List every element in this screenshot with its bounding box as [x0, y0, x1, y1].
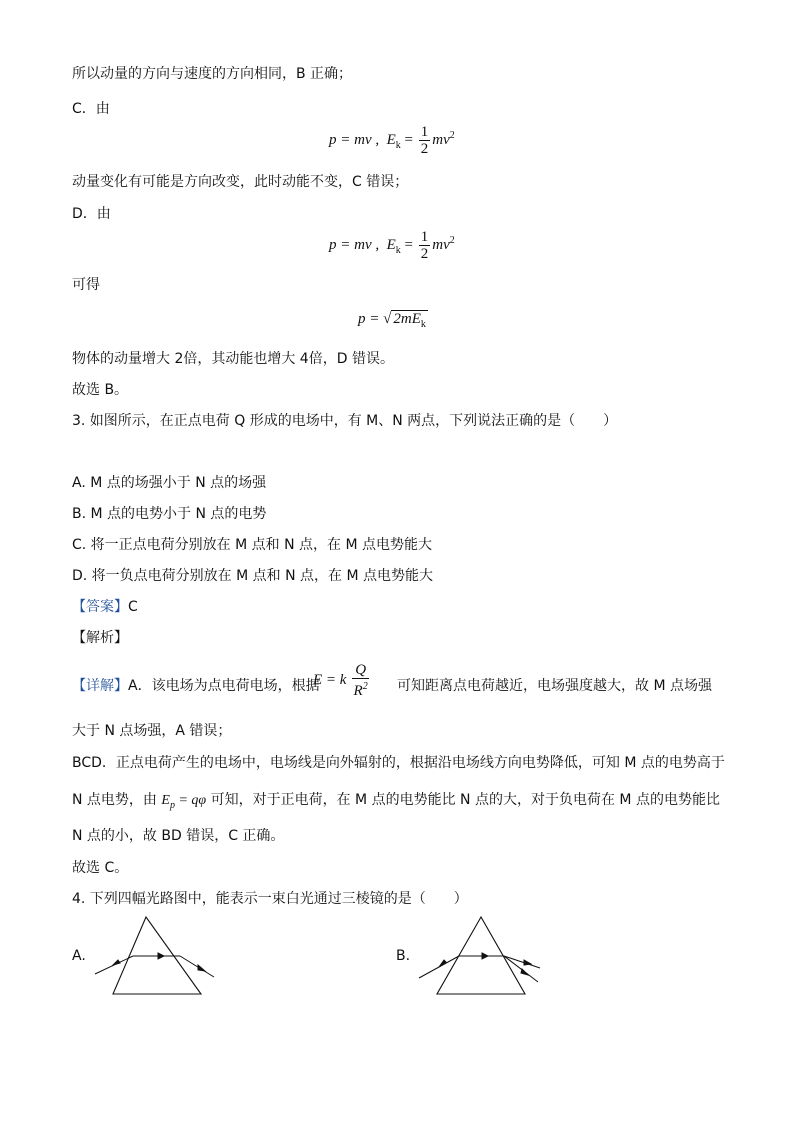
eq-mv: mv [432, 131, 450, 148]
text-line: 可得 [72, 277, 100, 293]
bcd-text-b: 可知，对于正电荷，在 M 点的电势能比 N 点的大，对于负电荷在 M 点的电势能比 [210, 792, 720, 808]
text-line: 故选 B。 [72, 382, 129, 398]
option-a: A. M 点的场强小于 N 点的场强 [72, 475, 267, 491]
text-line: 物体的动量增大 2倍，其动能也增大 4倍，D 错误。 [72, 351, 394, 367]
equation-field [313, 662, 371, 699]
text-line: 故选 C。 [72, 860, 129, 876]
text-line: 大于 N 点场强，A 错误； [72, 723, 232, 739]
text-line: D．由 [72, 206, 111, 222]
fraction-denominator: 2 [420, 141, 429, 157]
sqrt-radical-icon: √ [383, 311, 392, 327]
answer-tag: 【答案】 [72, 599, 128, 615]
answer-line [72, 597, 138, 617]
eq-ep [161, 793, 207, 811]
analysis-tag: 【解析】 [72, 630, 128, 646]
figure-label-b: B. [396, 948, 411, 964]
eq-ek-sub: k [395, 139, 401, 151]
arrow-icon [198, 965, 205, 971]
text-line: 所以动量的方向与速度的方向相同，B 正确； [72, 66, 353, 82]
text-line: 动量变化有可能是方向改变，此时动能不变，C 错误； [72, 174, 409, 190]
equation-momentum-energy [329, 124, 455, 157]
eq-p-mv: p = mv , [329, 131, 380, 148]
fraction-denominator [352, 679, 369, 699]
arrow-icon [158, 953, 164, 959]
denominator-exp: 2 [362, 681, 368, 692]
text-line: BCD．正点电荷产生的电场中，电场线是向外辐射的，根据沿电场线方向电势降低，可知 M 点的电势高于 [72, 755, 725, 771]
eq-field-lhs: E = k [313, 671, 347, 688]
fraction-numerator: Q [352, 662, 369, 679]
fraction-numerator: 1 [420, 124, 429, 140]
bcd-text-a: N 点电势，由 [72, 792, 157, 808]
eq-ek: E [386, 131, 396, 148]
fraction-numerator: 1 [420, 229, 429, 245]
eq-ep-sub: p [169, 799, 175, 811]
eq-ep-lhs: E [161, 793, 170, 808]
eq-square: 2 [449, 129, 455, 141]
option-b: B. M 点的电势小于 N 点的电势 [72, 506, 267, 522]
sqrt-body-text: 2mE [393, 311, 421, 327]
detail-tag: 【详解】 [72, 678, 128, 694]
eq-square: 2 [449, 234, 455, 246]
fraction-q-r2 [352, 662, 369, 699]
arrow-icon [521, 969, 528, 975]
figure-label-a: A. [72, 948, 86, 964]
eq-equals: = [404, 131, 414, 148]
text-line: N 点的小，故 BD 错误，C 正确。 [72, 828, 285, 844]
fraction-denominator: 2 [420, 246, 429, 262]
eq-ek: E [386, 236, 396, 253]
emergent-ray [180, 956, 214, 977]
eq-p-lhs: p = [358, 311, 380, 327]
sqrt-sub: k [420, 319, 426, 330]
question-4: 4. 下列四幅光路图中，能表示一束白光通过三棱镜的是（ ） [72, 891, 468, 907]
fraction-half [419, 124, 431, 157]
arrow-icon [482, 953, 488, 959]
answer-value: C [128, 599, 138, 615]
eq-p-mv: p = mv , [329, 236, 380, 253]
eq-mv: mv [432, 236, 450, 253]
detail-text-1: A．该电场为点电荷电场，根据 [128, 678, 320, 694]
arrow-icon [524, 960, 531, 965]
text-line: C．由 [72, 101, 110, 117]
bcd-line-2 [72, 790, 720, 816]
option-c: C. 将一正点电荷分别放在 M 点和 N 点，在 M 点电势能大 [72, 537, 433, 553]
denominator-r: R [353, 683, 363, 699]
prism-diagram-a [90, 912, 230, 998]
question-3: 3. 如图所示，在正点电荷 Q 形成的电场中，有 M、N 两点，下列说法正确的是（ ） [72, 413, 618, 429]
eq-ek-sub: k [395, 244, 401, 256]
sqrt-body [391, 310, 428, 330]
eq-equals: = [404, 236, 414, 253]
option-d: D. 将一负点电荷分别放在 M 点和 N 点，在 M 点电势能大 [72, 568, 434, 584]
fraction-half [419, 229, 431, 262]
eq-ep-rhs: = qφ [178, 793, 207, 808]
arrow-icon [113, 960, 120, 965]
detail-line-a [72, 676, 320, 696]
dispersed-ray-bottom [504, 956, 538, 982]
detail-text-2: 可知距离点电荷越近，电场强度越大，故 M 点场强 [397, 678, 712, 694]
equation-sqrt [358, 311, 428, 330]
prism-diagram-b [414, 912, 554, 998]
equation-momentum-energy [329, 229, 455, 262]
